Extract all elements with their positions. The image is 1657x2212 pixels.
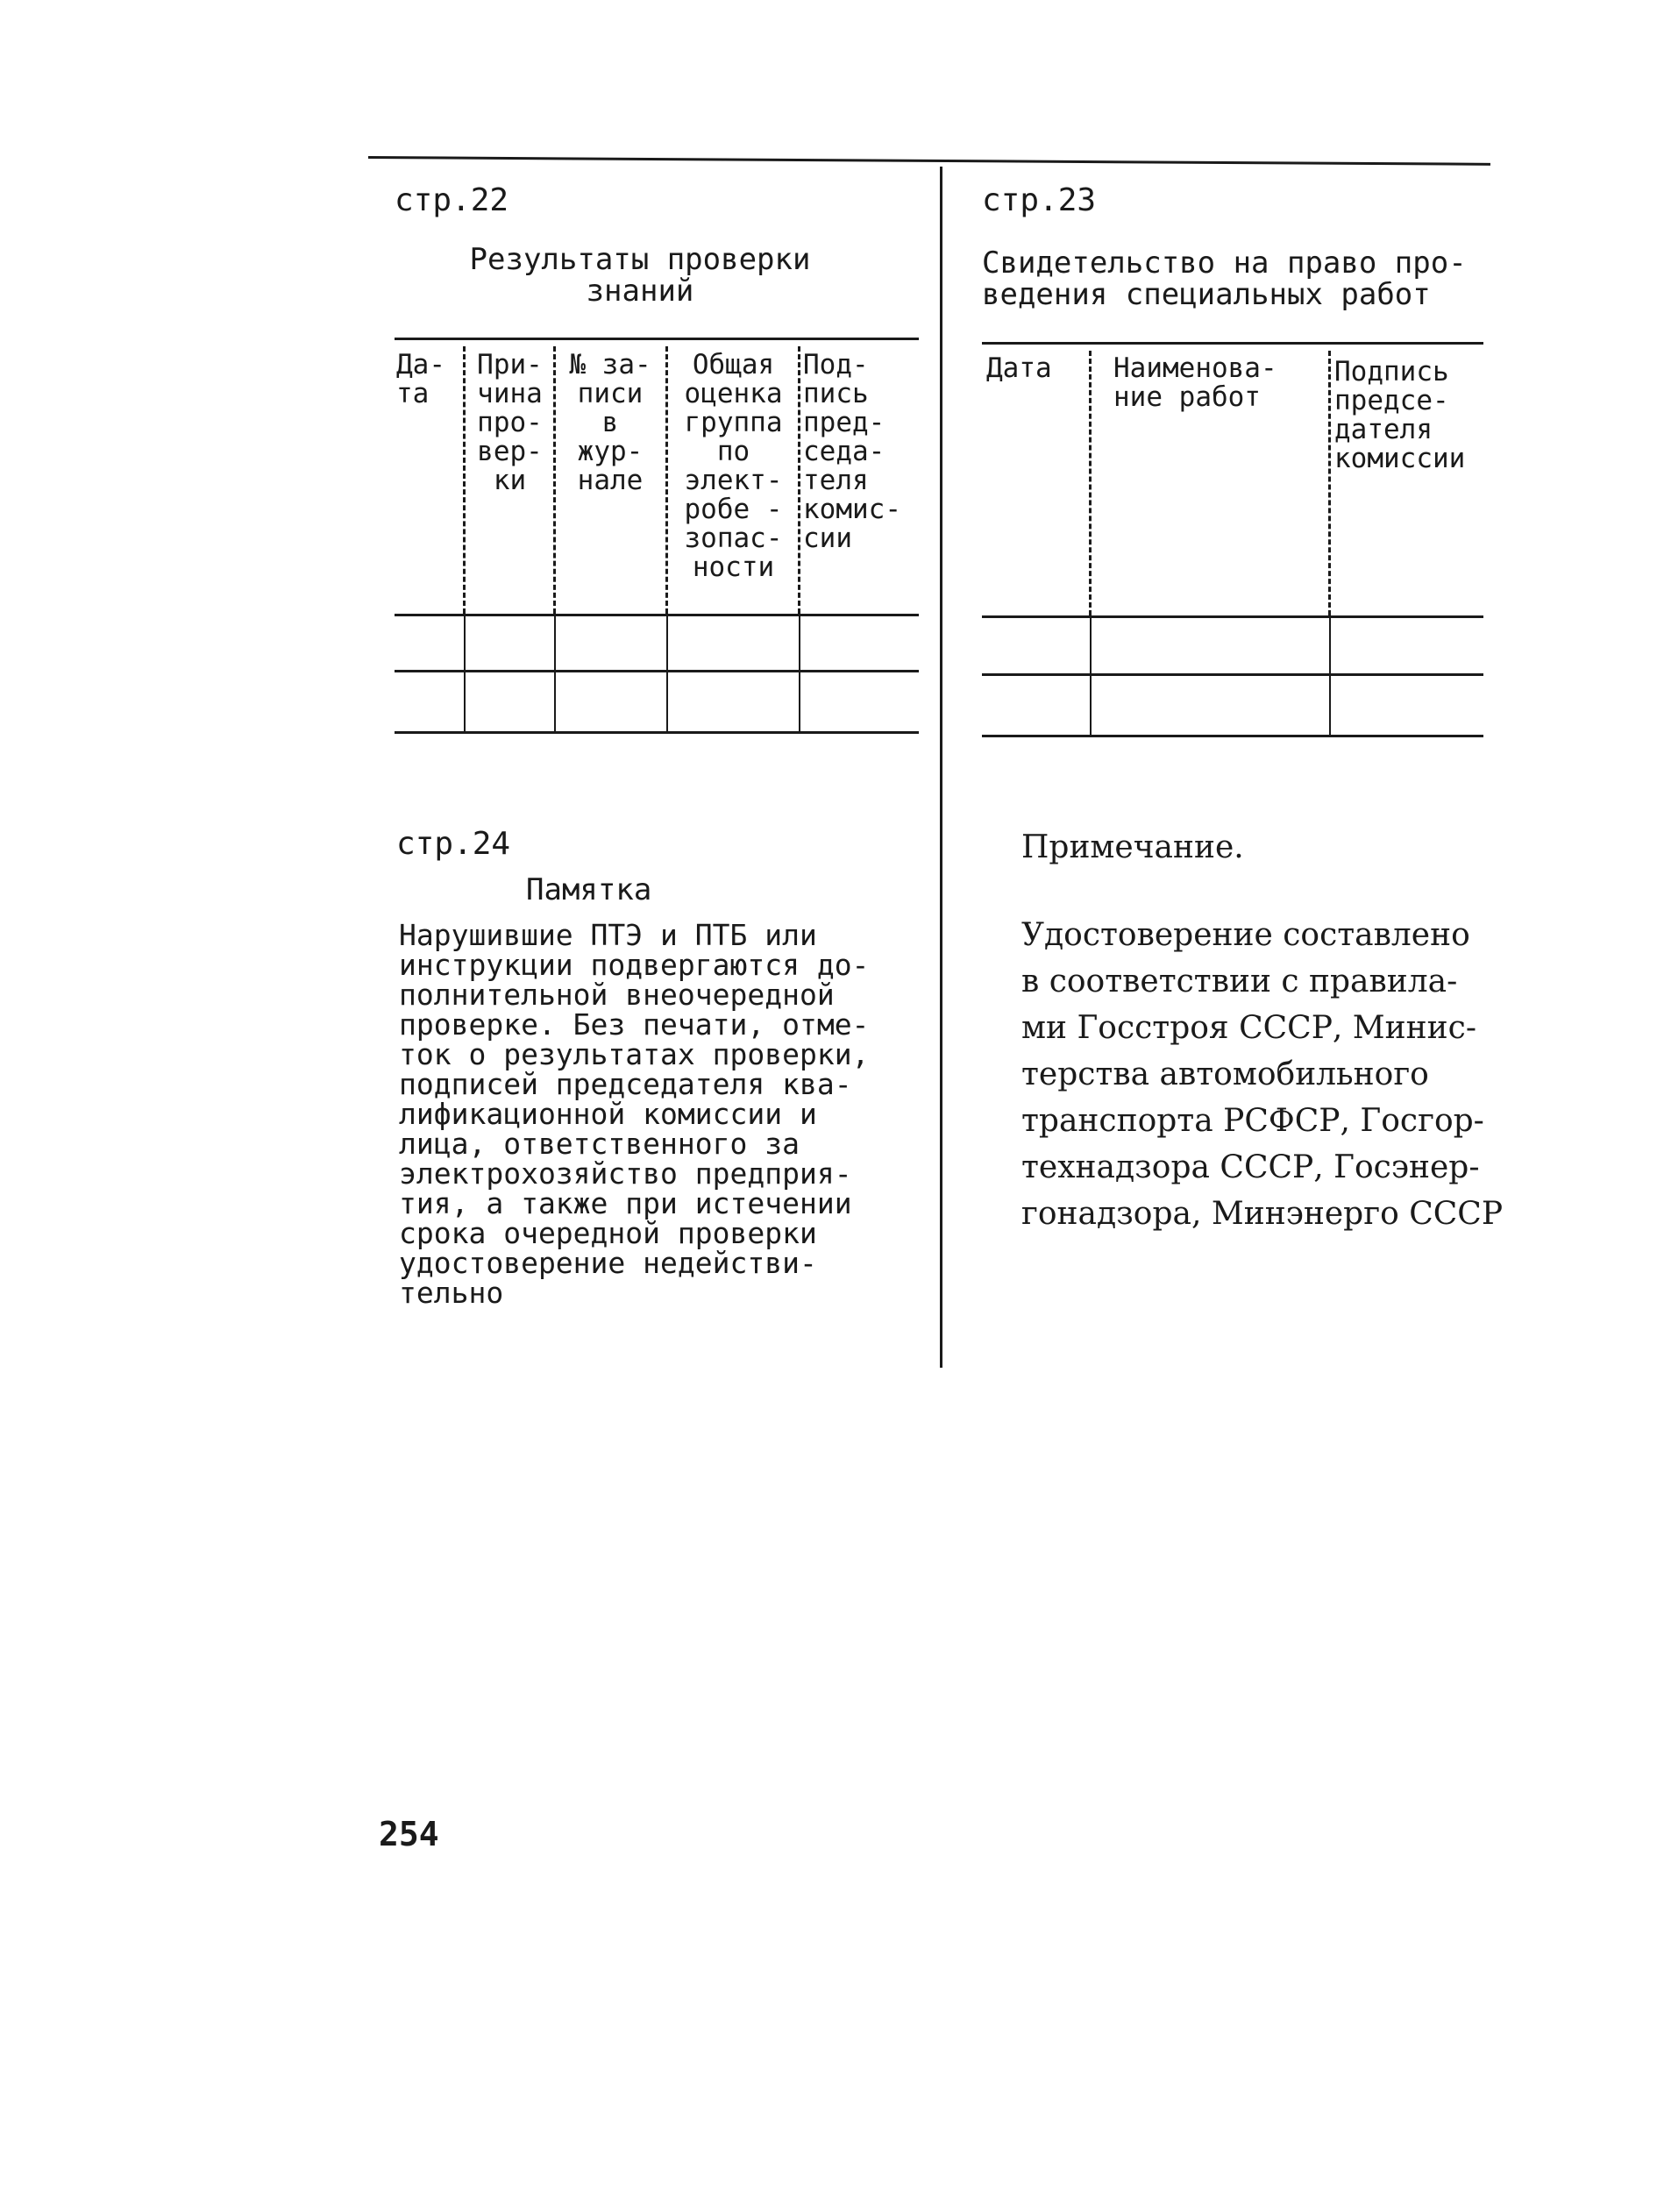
page22-col-date: Да- та [396,349,445,409]
top-rule [368,156,1490,166]
page-number: 254 [379,1815,439,1853]
page22-title: Результаты проверки знаний [469,242,811,309]
page23-title: Свидетельство на право про- ведения специальных работ [982,245,1467,312]
center-divider [940,167,942,1368]
page23-col-separator [1328,351,1331,615]
page23-col-signature: Подпись предсе- дателя комиссии [1334,356,1466,474]
page22-col-separator [798,346,800,614]
page22-table-bottom-rule [395,731,919,734]
page22-col-grade: Общая оценка группа по элект- робе - зопас- ности [684,349,783,583]
page23-label: стр.23 [982,182,1097,218]
page23-col-line [1090,615,1092,736]
page22-col-journal-no: № за- писи в жур- нале [569,349,651,496]
page24-label: стр.24 [396,826,511,862]
page22-table-rule [395,670,919,672]
page23-col-line [1329,615,1331,736]
note-title: Примечание. [1021,829,1244,865]
page22-col-separator [463,346,466,614]
page23-table-rule [982,673,1483,676]
page22-table-rule [395,614,919,616]
page22-col-line [666,614,668,734]
page22-col-signature: Под- пись пред- седа- теля комис- сии [803,349,901,554]
page22-col-reason: При- чина про- вер- ки [477,349,543,496]
page22-col-line [464,614,466,734]
page23-col-separator [1089,351,1092,615]
page24-title: Памятка [526,872,652,907]
page23-table-bottom-rule [982,735,1483,737]
page23-table-top-rule [982,342,1483,345]
page22-table-top-rule [395,338,919,340]
page23-table-rule [982,615,1483,618]
page22-col-separator [665,346,668,614]
page24-text: Нарушившие ПТЭ и ПТБ или инструкции подвергаются до- полнительной внеочередной проверке. Без печати, отме- ток о результатах проверки, подписей председателя ква- лификационной комиссии и лица, ответственного за электрохозяйство предприя- тия, а также при истечении срока очередной проверки удостоверение недействи- тельно [399,918,870,1310]
page23-col-work-name: Наименова- ние работ [1113,352,1277,413]
page22-col-line [554,614,556,734]
note-text: Удостоверение составлено в соответствии с правила- ми Госстроя СССР, Минис- терства автомобильного транспорта РСФСР, Госгор- технадзора СССР, Госэнер- гонадзора, Минэнерго СССР [1021,917,1504,1232]
page22-col-line [799,614,800,734]
page22-label: стр.22 [395,182,509,218]
page22-col-separator [553,346,556,614]
page23-col-date: Дата [986,352,1052,384]
